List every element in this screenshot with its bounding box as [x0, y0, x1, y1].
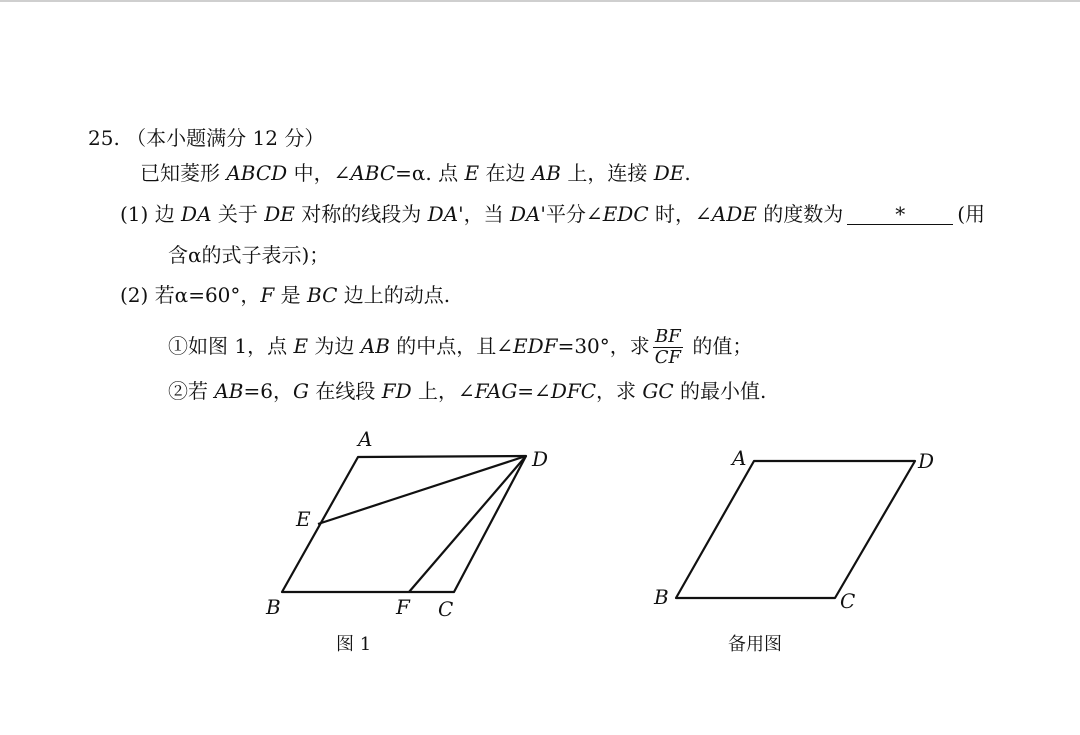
- segment-df: [409, 456, 526, 592]
- math: ABCD: [226, 161, 288, 185]
- fraction-numerator: BF: [653, 327, 683, 348]
- figure-2: [676, 461, 915, 598]
- math: DA': [509, 202, 546, 226]
- text: 上，连接: [560, 161, 654, 185]
- math: EDC: [602, 202, 649, 226]
- math: E: [293, 334, 309, 358]
- text: (2) 若α=60°，: [120, 283, 261, 307]
- figure-1-caption: 图 1: [336, 634, 372, 655]
- text: 边上的动点.: [337, 283, 451, 307]
- label-f: F: [396, 595, 410, 619]
- math: DA': [427, 202, 464, 226]
- text: 已知菱形: [140, 161, 227, 185]
- label-d-spare: D: [918, 449, 935, 473]
- label-d: D: [532, 447, 549, 471]
- text: 上，∠: [411, 379, 475, 403]
- rhombus-abcd-spare: [676, 461, 915, 598]
- text: ，当: [463, 202, 510, 226]
- math: AB: [531, 161, 561, 185]
- text: 平分∠: [545, 202, 603, 226]
- math: DA: [181, 202, 212, 226]
- figure-1: [282, 456, 526, 592]
- text: 在边: [479, 161, 532, 185]
- math: BC: [307, 283, 338, 307]
- math: EDF: [513, 334, 558, 358]
- math: FD: [381, 379, 412, 403]
- text: 在线段: [308, 379, 382, 403]
- math: GC: [642, 379, 674, 403]
- text: 的度数为: [756, 202, 844, 226]
- math: AB: [214, 379, 244, 403]
- label-b-spare: B: [654, 585, 669, 609]
- text: (1) 边: [120, 202, 182, 226]
- math: DFC: [550, 379, 597, 403]
- label-b: B: [266, 595, 281, 619]
- text: 的值；: [686, 334, 753, 358]
- text: 含α的式子表示)；: [168, 243, 330, 267]
- problem-points: （本小题满分 12 分）: [126, 126, 325, 150]
- label-c-spare: C: [840, 589, 856, 613]
- text: 为边: [308, 334, 361, 358]
- math: DE: [264, 202, 295, 226]
- text: (用: [957, 202, 986, 226]
- text: 时，∠: [648, 202, 712, 226]
- math: E: [464, 161, 480, 185]
- text: 是: [274, 283, 308, 307]
- text: .: [684, 161, 691, 185]
- label-a-spare: A: [732, 446, 747, 470]
- answer-blank: *: [847, 204, 953, 225]
- text: ②若: [168, 379, 215, 403]
- text: =6，: [243, 379, 293, 403]
- math: ADE: [711, 202, 757, 226]
- text: =30°，求: [557, 334, 650, 358]
- text: ，求: [596, 379, 643, 403]
- fraction-denominator: CF: [654, 347, 682, 368]
- text: =α. 点: [395, 161, 465, 185]
- label-c: C: [438, 597, 454, 621]
- problem-number: 25.: [88, 126, 120, 150]
- label-a: A: [358, 427, 373, 451]
- math: FAG: [474, 379, 518, 403]
- label-e: E: [296, 507, 311, 531]
- text: 中，∠: [287, 161, 351, 185]
- text: 对称的线段为: [294, 202, 428, 226]
- math: G: [292, 379, 309, 403]
- math: DE: [653, 161, 685, 185]
- figure-2-caption: 备用图: [728, 634, 782, 655]
- text: ①如图 1，点: [168, 334, 294, 358]
- text: 的最小值.: [673, 379, 767, 403]
- math: ABC: [350, 161, 396, 185]
- math: AB: [360, 334, 390, 358]
- text: 关于: [211, 202, 265, 226]
- text: 的中点，且∠: [389, 334, 514, 358]
- math: F: [260, 283, 275, 307]
- text: =∠: [517, 379, 551, 403]
